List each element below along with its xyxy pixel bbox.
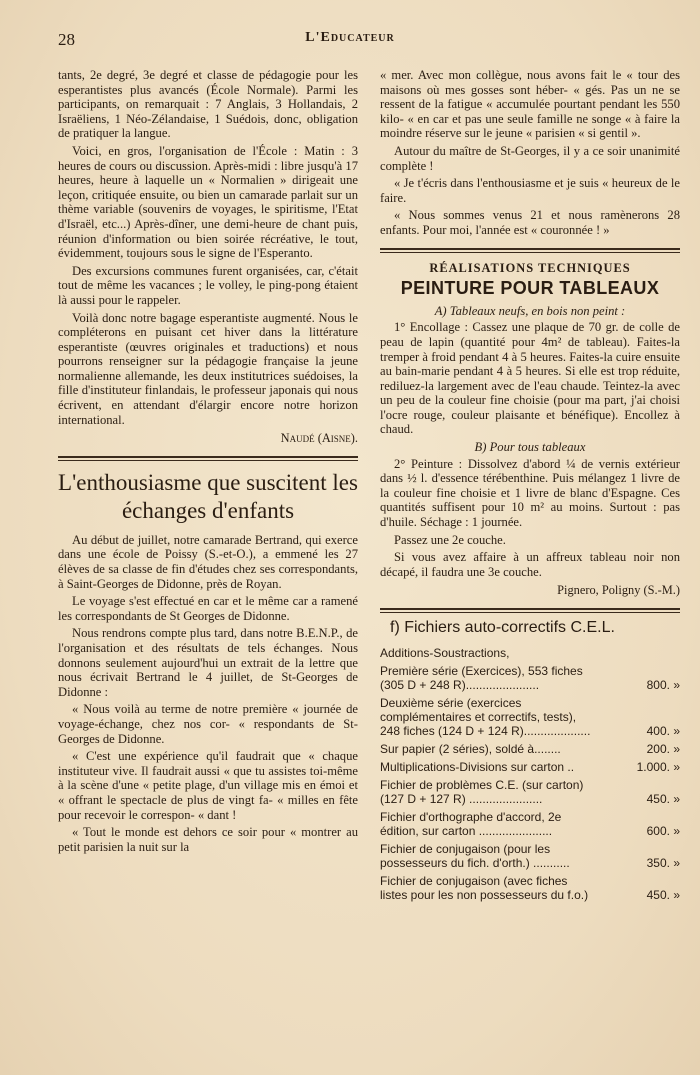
section-divider bbox=[380, 608, 680, 613]
signature-naude: Naudé (Aisne). bbox=[280, 431, 358, 446]
subheading-b: B) Pour tous tableaux bbox=[474, 440, 586, 455]
article-paragraph-3: Nous rendrons compte plus tard, dans notre B.E.N.P., de l'organisation et des résultats de tels échanges. Nous donnons seulement aujourd'hui un extrait de la lettre que nous écrivait Bertrand le 4 juillet, de St-Georges de Didonne : bbox=[58, 626, 358, 699]
intro-paragraph-1: tants, 2e degré, 3e degré et classe de pédagogie pour les esperantistes plus avancés (École Normale). Parmi les participants, on remarquait : 7 Anglais, 3 Hollandais, 2 Israëliens, 1 Néo-Zélandaise, 1 Suédois, donc, obligation de pratiquer la langue. bbox=[58, 68, 358, 141]
section-divider bbox=[380, 248, 680, 253]
catalog-item: Fichier de conjugaison (avec fiches listes pour les non possesseurs du f.o.) 450. » bbox=[380, 873, 680, 902]
catalog-item: Fichier d'orthographe d'accord, 2e édition, sur carton ...................... 600. » bbox=[380, 809, 680, 838]
catalog-item: Fichier de problèmes C.E. (sur carton) (127 D + 127 R) ...................... 450. » bbox=[380, 777, 680, 806]
catalog-item: Additions-Soustractions, bbox=[380, 645, 510, 660]
catalog-item: Multiplications-Divisions sur carton .. 1.000. » bbox=[380, 759, 680, 774]
intro-paragraph-4: Voilà donc notre bagage esperantiste augmenté. Nous le compléterons en puisant cet hiver dans la littérature esperantiste (œuvres originales et traductions) et nous pourrons renseigner sur la pédagogie française la jeune normalienne allemande, les deux institutrices suédoises, la fille d'instituteur finlandais, le professeur japonais qui nous écrivent, en attendant d'élargir encore notre horizon international. bbox=[58, 310, 358, 427]
letter-quote-2: « C'est une expérience qu'il faudrait que « chaque instituteur vive. Il faudrait aussi « que tu assistes toi-même à la scène d'une « petite plage, d'un village mis en émoi et « offrant le spectacle de plus de vingt fa- « milles en fête pour recevoir le correspon- « dant ! bbox=[58, 749, 358, 822]
paint-paragraph-b3: Si vous avez affaire à un affreux tableau noir non décapé, il faudra une 3e couche. bbox=[380, 550, 680, 579]
article-paragraph-2: Le voyage s'est effectué en car et le même car a ramené les correspondants de St Georges de Didonne. bbox=[58, 594, 358, 623]
section-kicker: RÉALISATIONS TECHNIQUES bbox=[429, 260, 631, 275]
subheading-a: A) Tableaux neufs, en bois non peint : bbox=[434, 303, 626, 318]
page-number: 28 bbox=[58, 30, 75, 49]
right-column bbox=[380, 68, 680, 906]
catalog-item: Fichier de conjugaison (pour les possesseurs du fich. d'orth.) ........... 350. » bbox=[380, 841, 680, 870]
intro-paragraph-3: Des excursions communes furent organisées, car, c'était tout de même les vacances ; le volley, le ping-pong étaient là aussi pour le rappeler. bbox=[58, 263, 358, 307]
letter-quote-3: « Tout le monde est dehors ce soir pour « montrer au petit parisien la nuit sur la bbox=[58, 825, 358, 854]
continuation-paragraph-3: « Je t'écris dans l'enthousiasme et je suis « heureux de le faire. bbox=[380, 176, 680, 205]
section-heading: PEINTURE POUR TABLEAUX bbox=[400, 278, 660, 299]
section-divider bbox=[58, 456, 358, 461]
running-header: L'Educateur bbox=[305, 30, 395, 45]
catalog-item: Première série (Exercices), 553 fiches (305 D + 248 R)...................... 800. » bbox=[380, 663, 680, 692]
catalog-title: f) Fichiers auto-correctifs C.E.L. bbox=[390, 619, 615, 636]
paint-paragraph-b1: 2° Peinture : Dissolvez d'abord ¼ de vernis extérieur dans ½ l. d'essence térébenthine. Puis mélangez 1 livre de la couleur fine choisie et 1 livre de blanc d'Espagne. Ces quantités suffisent pour 10 m² au moins. Surtout : pas d'huile. Séchage : 1 journée. bbox=[380, 456, 680, 530]
catalog-list bbox=[380, 646, 680, 902]
catalog-item: Sur papier (2 séries), soldé à........ 200. » bbox=[380, 741, 680, 756]
left-column bbox=[58, 68, 358, 857]
catalog-item: Deuxième série (exercices complémentaires et correctifs, tests), 248 fiches (124 D + 124 R).................... 400. » bbox=[380, 695, 680, 738]
signature-pignero: Pignero, Poligny (S.-M.) bbox=[557, 583, 680, 598]
article-paragraph-1: Au début de juillet, notre camarade Bertrand, qui exerce dans une école de Poissy (S.-et-O.), a emmené les 27 élèves de sa classe de fin d'études chez ses correspondants, à Saint-Georges de Didonne, près de Royan. bbox=[58, 532, 358, 591]
article-title: L'enthousiasme que suscitent les échanges d'enfants bbox=[58, 469, 358, 523]
paint-paragraph-a1: 1° Encollage : Cassez une plaque de 70 gr. de colle de peau de lapin (quantité pour 4m² de tableau). Faites-la tremper à froid pendant 4 à 5 heures. Faites-la cuire ensuite au bain-marie pendant 4 à 5 heures. Si elle est trop réduite, rediluez-la largement avec de l'eau chaude. Teintez-la avec un peu de la couleur fine choisie (pour ma part, j'ai choisi l'ocre rouge, couleur plaisante et bénéfique). Encollez à chaud. bbox=[380, 320, 680, 437]
letter-quote-1: « Nous voilà au terme de notre première « journée de voyage-échange, chez nos cor- « respondants de St-Georges de Didonne. bbox=[58, 702, 358, 746]
continuation-paragraph-2: Autour du maître de St-Georges, il y a ce soir unanimité complète ! bbox=[380, 143, 680, 173]
paint-paragraph-b2: Passez une 2e couche. bbox=[394, 532, 506, 547]
continuation-paragraph-1: « mer. Avec mon collègue, nous avons fait le « tour des maisons où mes gosses sont héber- « gés. Pas un ne se ressent de la fatigue « accumulée pourtant pendant les 550 kilo- « en car et pas une seule famille ne songe « à faire la moindre réserve sur le jeune « parisien « si gentil ». bbox=[380, 68, 680, 141]
intro-paragraph-2: Voici, en gros, l'organisation de l'École : Matin : 3 heures de cours ou discussion. Après-midi : libre jusqu'à 17 heures, heure à laquelle un « Normalien » dirigeait une leçon, critiquée ensuite, ou bien un camarade parlait sur un thème variable (souvenirs de voyages, le spiritisme, l'Etat d'Israël, etc...) Après-dîner, une demi-heure de chant puis, réunion d'information ou bien soirée récréative, le tout, évidemment, toujours sous le signe de l'Esperanto. bbox=[58, 143, 358, 261]
continuation-paragraph-4: « Nous sommes venus 21 et nous ramènerons 28 enfants. Pour moi, l'année est « couronnée ! » bbox=[380, 208, 680, 237]
